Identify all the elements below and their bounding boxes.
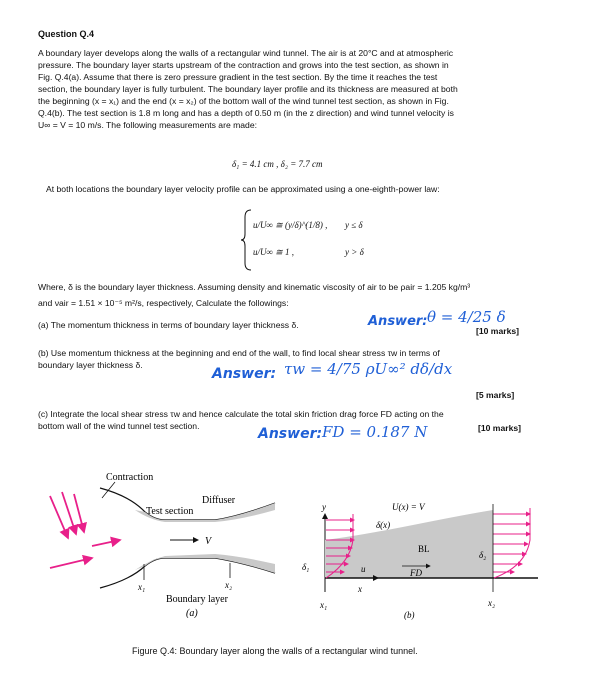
diffuser-label: Diffuser — [202, 495, 236, 506]
answer-a-label: Answer: — [368, 314, 428, 329]
bl-label: BL — [418, 544, 430, 554]
where-line: Where, δ is the boundary layer thickness. Assuming density and kinematic viscosity of air to be ρair = 1.205 kg/m³ — [38, 282, 471, 292]
paragraph-line: section, the boundary layer is fully turbulent. The boundary layer profile and its thickness are measured at both — [38, 84, 458, 94]
figure-caption: Figure Q.4: Boundary layer along the walls of a rectangular wind tunnel. — [132, 646, 418, 656]
figure-a-sub: (a) — [186, 608, 198, 618]
measurements: δ₁ = 4.1 cm , δ₂ = 7.7 cm — [232, 159, 323, 169]
paragraph-line: A boundary layer develops along the walls of a rectangular wind tunnel. The air is at 20°C and at atmospheric — [38, 48, 454, 58]
delta-x-label: δ(x) — [376, 520, 391, 530]
paragraph-line: U∞ = V = 10 m/s. The following measurements are made: — [38, 120, 258, 130]
answer-b-expr: τw = 4/75 ρU∞² dδ/dx — [284, 360, 453, 378]
figure-b-sub: (b) — [404, 610, 415, 620]
part-a: (a) The momentum thickness in terms of boundary layer thickness δ. — [38, 320, 299, 330]
contraction-label: Contraction — [106, 472, 154, 483]
part-b-marks: [5 marks] — [476, 390, 515, 400]
delta2-label: δ₂ — [479, 550, 487, 560]
outlet-profile-curve — [494, 508, 530, 578]
paragraph-line: Q.4(b). The test section is 1.8 m long and has a depth of 0.50 m (in the z direction) and wind tunnel velocity is — [38, 108, 454, 118]
answer-a-expr: θ = 4/25 δ — [427, 308, 506, 326]
fd-label: FD — [410, 568, 422, 578]
x-label: x — [358, 584, 362, 594]
part-a-marks: [10 marks] — [476, 326, 519, 336]
v-label: V — [205, 536, 212, 547]
part-c: bottom wall of the wind tunnel test section. — [38, 421, 200, 431]
left-brace — [240, 208, 254, 272]
part-b: (b) Use momentum thickness at the beginning and end of the wall, to find local shear stress τw in terms of — [38, 348, 440, 358]
u-label: u — [361, 564, 366, 574]
u-eq-label: U(x) = V — [392, 502, 425, 512]
question-title: Question Q.4 — [38, 29, 95, 39]
x2-label: x₂ — [225, 580, 233, 590]
test-section-label: Test section — [146, 506, 194, 517]
x1-label: x₁ — [138, 582, 146, 592]
profile-intro: At both locations the boundary layer velocity profile can be approximated using a one-eighth-power law: — [46, 184, 440, 194]
law-row1-condition: y ≤ δ — [345, 220, 363, 230]
inflow-arrow — [92, 540, 120, 546]
lower-boundary-layer — [135, 554, 275, 573]
paragraph-line: pressure. The boundary layer starts upstream of the contraction and grows into the test section, as shown in — [38, 60, 449, 70]
x2-label-b: x₂ — [488, 598, 496, 608]
answer-b-label: Answer: — [212, 366, 277, 382]
part-c: (c) Integrate the local shear stress τw and hence calculate the total skin friction drag force FD acting on the — [38, 409, 444, 419]
where-line: and νair = 1.51 × 10⁻⁵ m²/s, respectively, Calculate the followings: — [38, 298, 289, 308]
law-row1: u/U∞ ≅ (y/δ)^(1/8) , — [253, 220, 328, 230]
inflow-arrow — [50, 558, 92, 568]
part-c-marks: [10 marks] — [478, 423, 521, 433]
part-b: boundary layer thickness δ. — [38, 360, 143, 370]
figure-a — [40, 468, 300, 618]
inflow-arrow — [74, 494, 84, 532]
law-row2: u/U∞ ≅ 1 , — [253, 247, 294, 257]
x1-label-b: x₁ — [320, 600, 328, 610]
y-label: y — [322, 502, 326, 512]
paragraph-line: Fig. Q.4(a). Assume that there is zero pressure gradient in the test section. By the time it reaches the test — [38, 72, 438, 82]
figure-b — [298, 500, 568, 620]
paragraph-line: the beginning (x = x₁) and the end (x = x₂) of the bottom wall of the wind tunnel test section, as shown in Fig. — [38, 96, 449, 106]
delta1-label: δ₁ — [302, 562, 310, 572]
answer-c-label: Answer: — [258, 426, 323, 442]
answer-c-expr: FD = 0.187 N — [322, 423, 428, 441]
boundary-layer-label: Boundary layer — [166, 594, 228, 605]
law-row2-condition: y > δ — [345, 247, 364, 257]
